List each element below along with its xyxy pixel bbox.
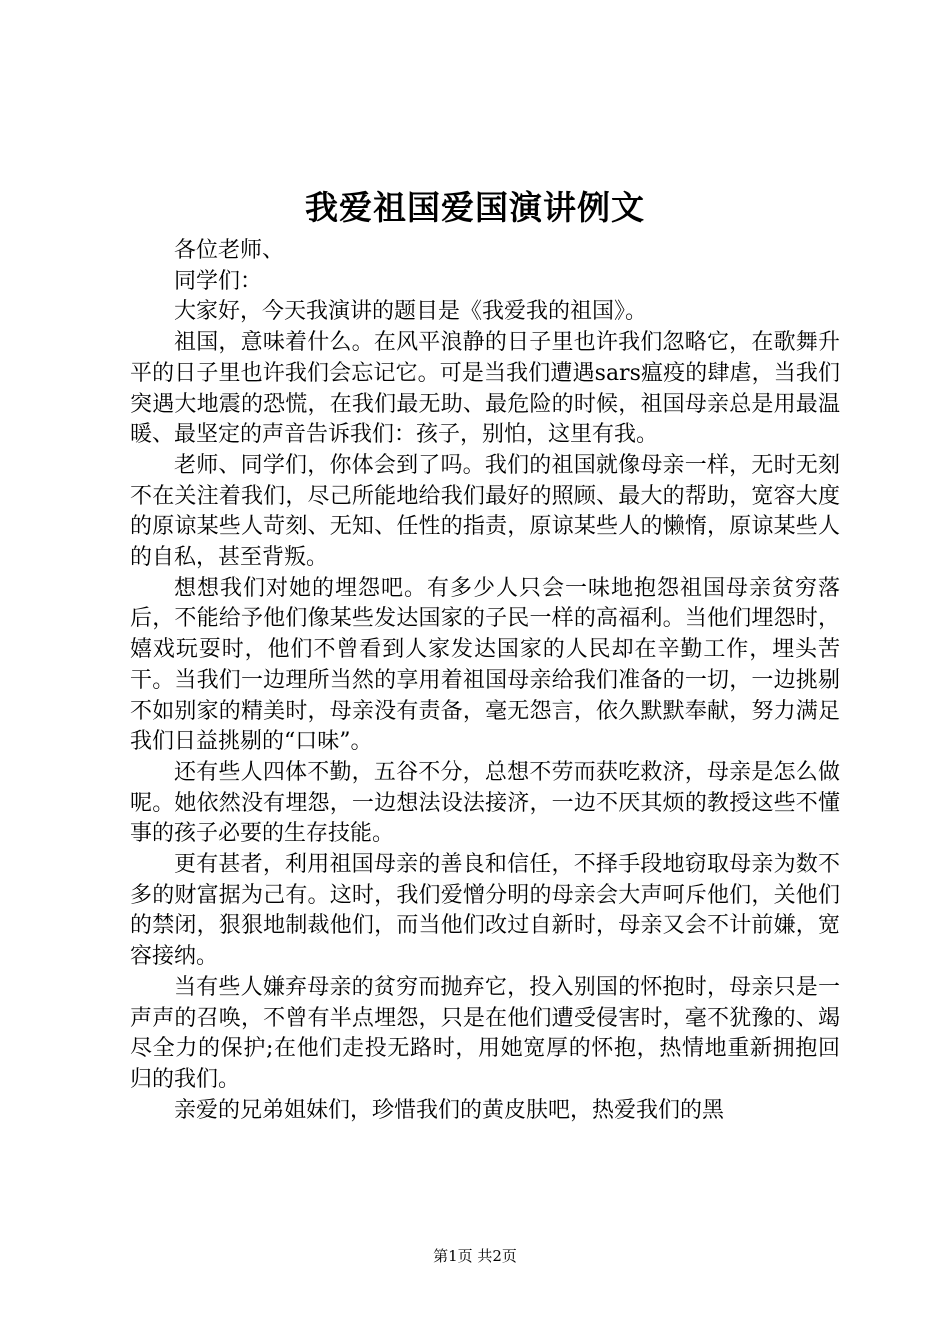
document-body: [130, 236, 840, 1126]
paragraph: 同学们：: [174, 268, 263, 294]
paragraph: 各位老师、: [174, 238, 285, 263]
paragraph: 亲爱的兄弟姐妹们，珍惜我们的黄皮肤吧，热爱我们的黑: [174, 1097, 725, 1123]
paragraph: 祖国，意味着什么。在风平浪静的日子里也许我们忽略它，在歌舞升平的日子里也许我们会忘记它。可是当我们遭遇sars瘟疫的肆虐，当我们突遇大地震的恐慌，在我们最无助、最危险的时候，祖国母亲总是用最温暖、最坚定的声音告诉我们：孩子，别怕，这里有我。: [130, 330, 840, 448]
page-title: 我爱祖国爱国演讲例文: [305, 188, 645, 227]
paragraph: 更有甚者，利用祖国母亲的善良和信任，不择手段地窃取母亲为数不多的财富据为己有。这时，我们爱憎分明的母亲会大声呵斥他们，关他们的禁闭，狠狠地制裁他们，而当他们改过自新时，母亲又会不计前嫌，宽容接纳。: [130, 852, 840, 970]
paragraph: 老师、同学们，你体会到了吗。我们的祖国就像母亲一样，无时无刻不在关注着我们，尽己所能地给我们最好的照顾、最大的帮助，宽容大度的原谅某些人苛刻、无知、任性的指责，原谅某些人的懒惰，原谅某些人的自私，甚至背叛。: [130, 452, 840, 571]
paragraph: 大家好，今天我演讲的题目是《我爱我的祖国》。: [174, 299, 648, 325]
page-footer: 第1页 共2页: [433, 1247, 517, 1265]
paragraph: 还有些人四体不勤，五谷不分，总想不劳而获吃救济，母亲是怎么做呢。她依然没有埋怨，一边想法设法接济，一边不厌其烦的教授这些不懂事的孩子必要的生存技能。: [130, 759, 840, 847]
paragraph: 想想我们对她的埋怨吧。有多少人只会一味地抱怨祖国母亲贫穷落后，不能给予他们像某些发达国家的子民一样的高福利。当他们埋怨时，嬉戏玩耍时，他们不曾看到人家发达国家的人民却在辛勤工作，埋头苦干。当我们一边理所当然的享用着祖国母亲给我们准备的一切，一边挑剔不如别家的精美时，母亲没有责备，毫无怨言，依久默默奉献，努力满足我们日益挑剔的“口味”。: [130, 575, 840, 755]
paragraph: 当有些人嫌弃母亲的贫穷而抛弃它，投入别国的怀抱时，母亲只是一声声的召唤，不曾有半点埋怨，只是在他们遭受侵害时，毫不犹豫的、竭尽全力的保护;在他们走投无路时，用她宽厚的怀抱，热情地重新拥抱回归的我们。: [130, 974, 840, 1092]
